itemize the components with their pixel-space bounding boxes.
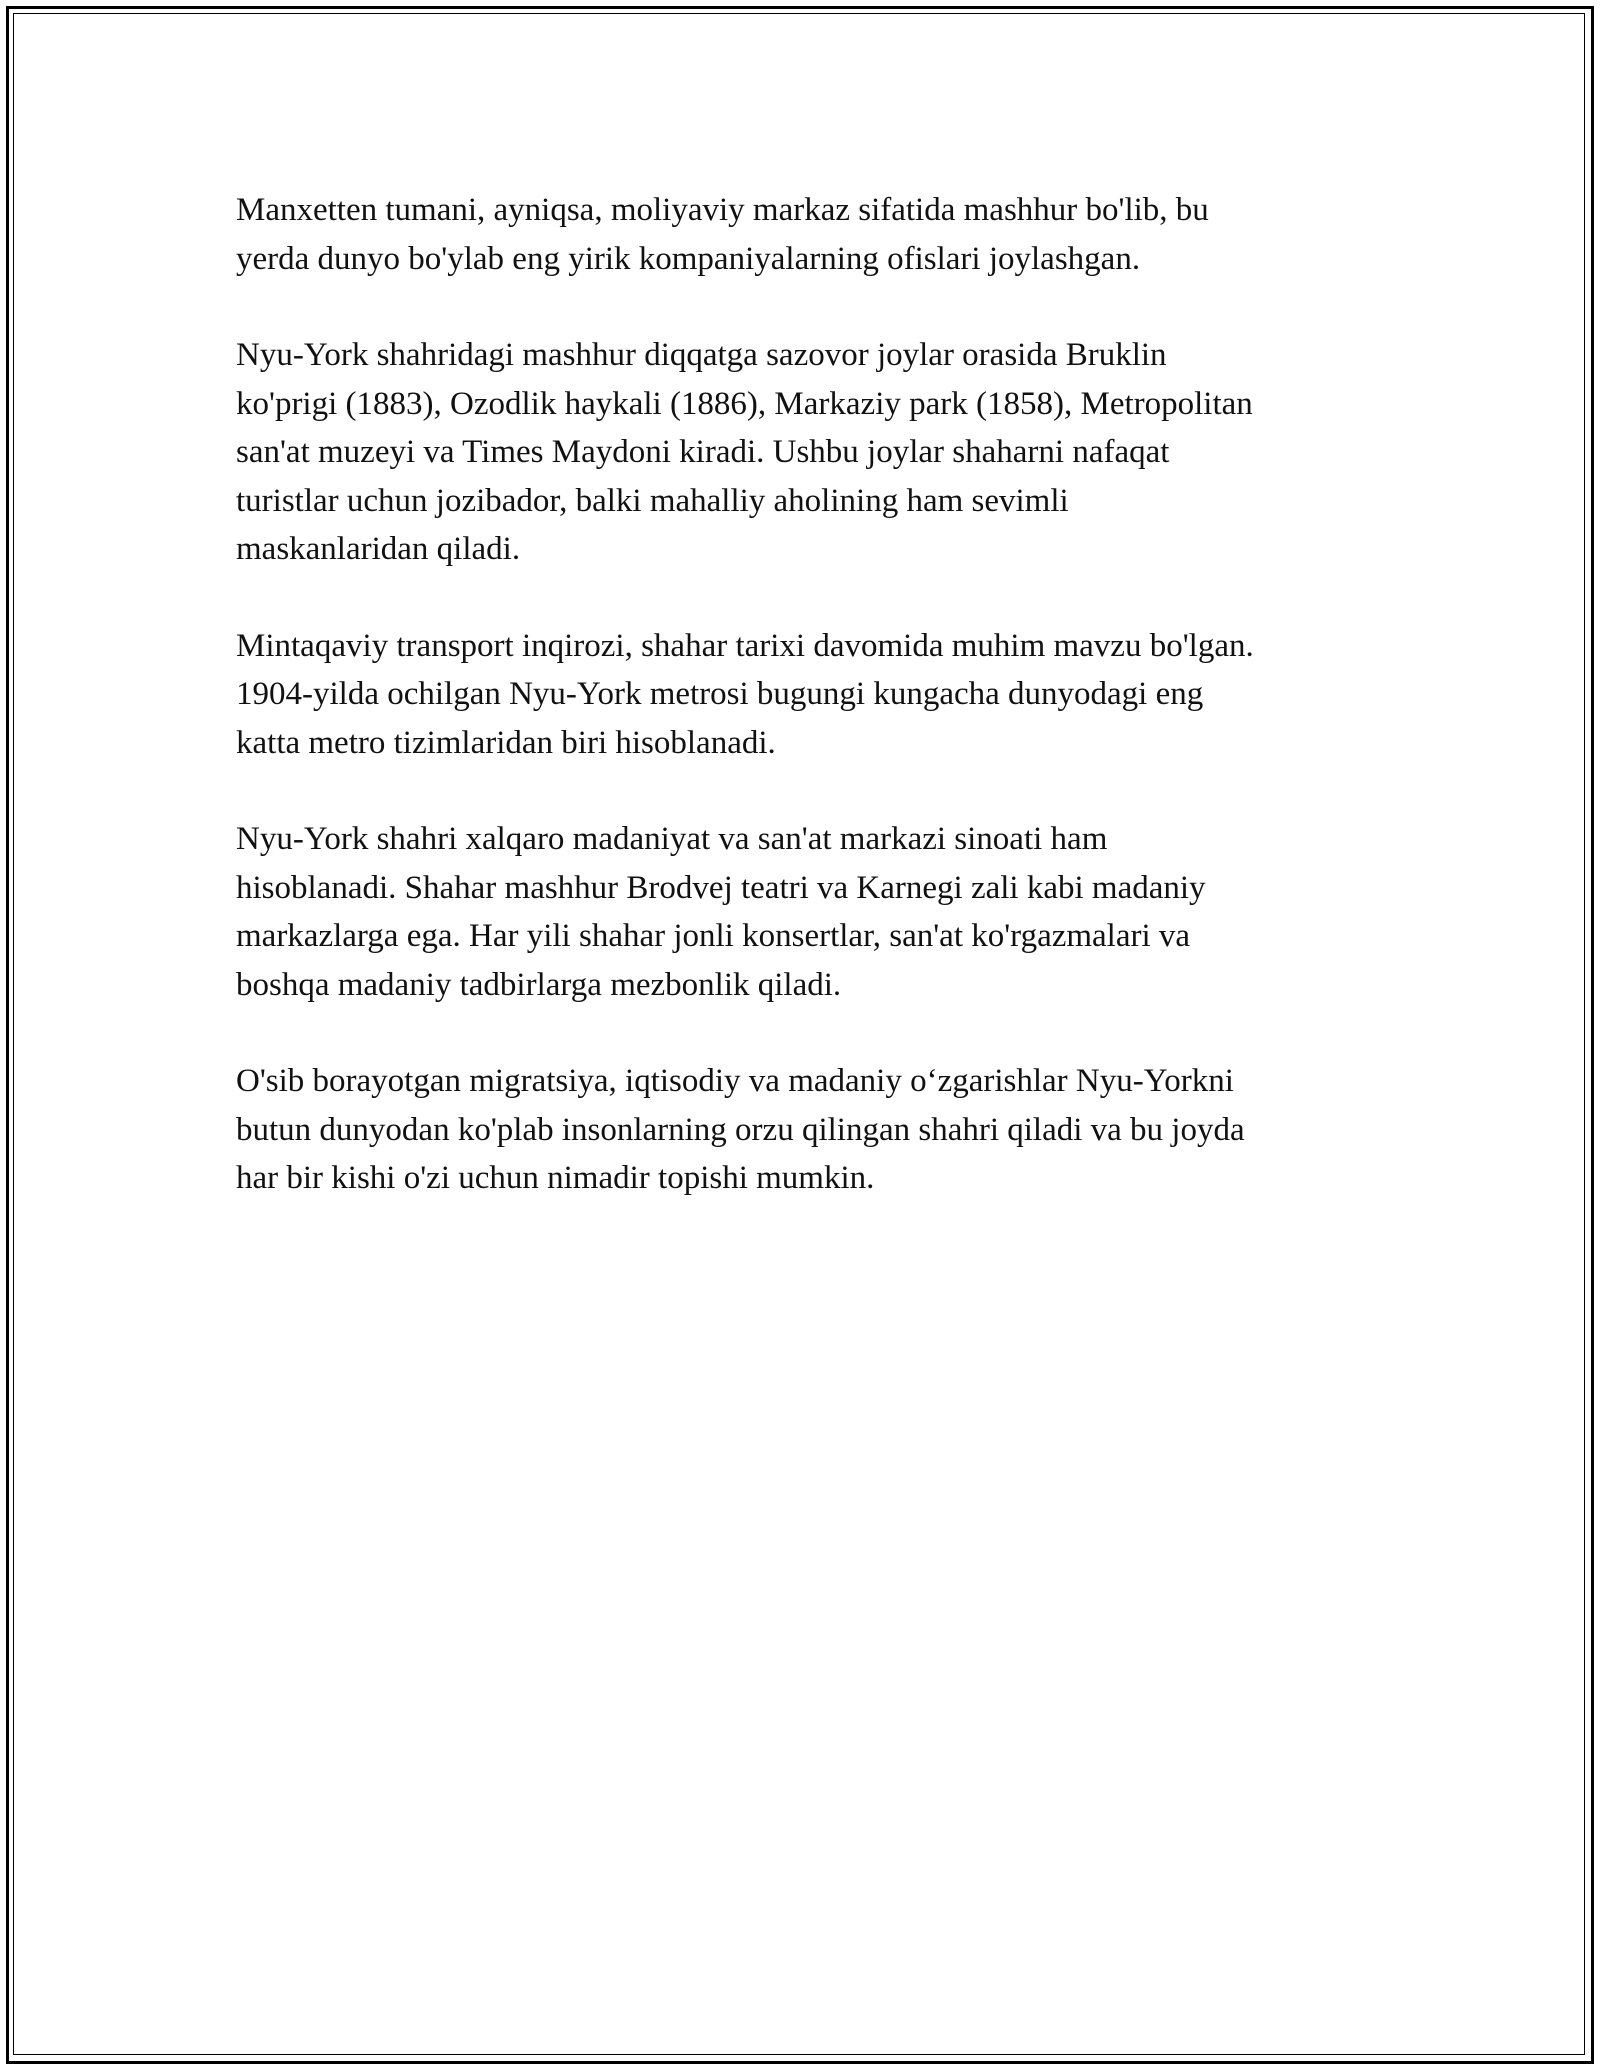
- paragraph-culture: Nyu-York shahri xalqaro madaniyat va san'at markazi sinoati ham hisoblanadi. Shahar mashhur Brodvej teatri va Karnegi zali kabi madaniy markazlarga ega. Har yili shahar jonli konsertlar, san'at ko'rgazmalari va boshqa madaniy tadbirlarga mezbonlik qiladi.: [236, 821, 1206, 1003]
- paragraph-manhattan: Manxetten tumani, ayniqsa, moliyaviy markaz sifatida mashhur bo'lib, bu yerda dunyo bo'ylab eng yirik kompaniyalarning ofislari joylashgan.: [236, 192, 1209, 277]
- paragraph-landmarks: Nyu-York shahridagi mashhur diqqatga sazovor joylar orasida Bruklin ko'prigi (1883), Ozodlik haykali (1886), Markaziy park (1858), Metropolitan san'at muzeyi va Times Maydoni kiradi. Ushbu joylar shaharni nafaqat turistlar uchun jozibador, balki mahalliy aholining ham sevimli maskanlaridan qiladi.: [236, 337, 1253, 567]
- paragraph-migration: O'sib borayotgan migratsiya, iqtisodiy va madaniy o‘zgarishlar Nyu-Yorkni butun dunyodan ko'plab insonlarning orzu qilingan shahri qiladi va bu joyda har bir kishi o'zi uchun nimadir topishi mumkin.: [236, 1063, 1245, 1196]
- paragraph-transport: Mintaqaviy transport inqirozi, shahar tarixi davomida muhim mavzu bo'lgan. 1904-yilda ochilgan Nyu-York metrosi bugungi kungacha dunyodagi eng katta metro tizimlaridan biri hisoblanadi.: [236, 627, 1254, 761]
- document-body: [236, 186, 1376, 1251]
